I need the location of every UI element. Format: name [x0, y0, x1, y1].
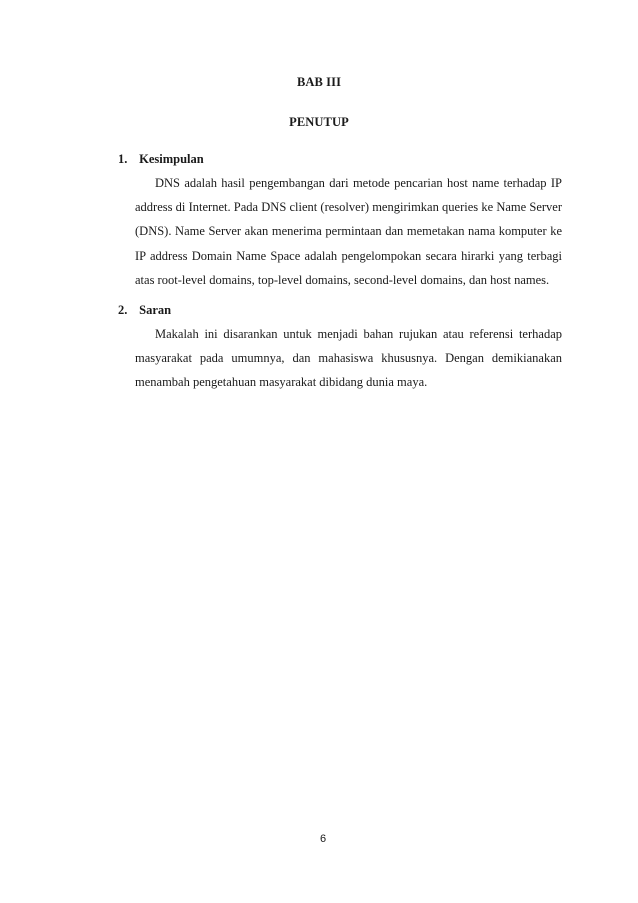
- chapter-number-text: BAB III: [296, 75, 342, 89]
- section-heading-kesimpulan: [118, 152, 204, 167]
- chapter-title: [0, 115, 638, 130]
- section-number: 2.: [118, 303, 128, 317]
- chapter-number: [0, 75, 638, 90]
- section-body-saran: Makalah ini disarankan untuk menjadi bahan rujukan atau referensi terhadap masyarakat pada umumnya, dan mahasiswa khususnya. Dengan demikianakan menambah pengetahuan masyarakat dibidang dunia maya.: [135, 327, 562, 390]
- section-body-kesimpulan: DNS adalah hasil pengembangan dari metode pencarian host name terhadap IP address di Internet. Pada DNS client (resolver) mengirimkan queries ke Name Server (DNS). Name Server akan menerima permintaan dan memetakan nama komputer ke IP address Domain Name Space adalah pengelompokan secara hirarki yang terbagi atas root-level domains, top-level domains, second-level domains, dan host names.: [135, 176, 562, 287]
- chapter-title-text: PENUTUP: [289, 115, 349, 129]
- section-heading-saran: [118, 303, 171, 318]
- section-number: 1.: [118, 152, 128, 166]
- section-title: Kesimpulan: [139, 152, 204, 166]
- page-number: 6: [319, 833, 327, 845]
- section-title: Saran: [139, 303, 172, 317]
